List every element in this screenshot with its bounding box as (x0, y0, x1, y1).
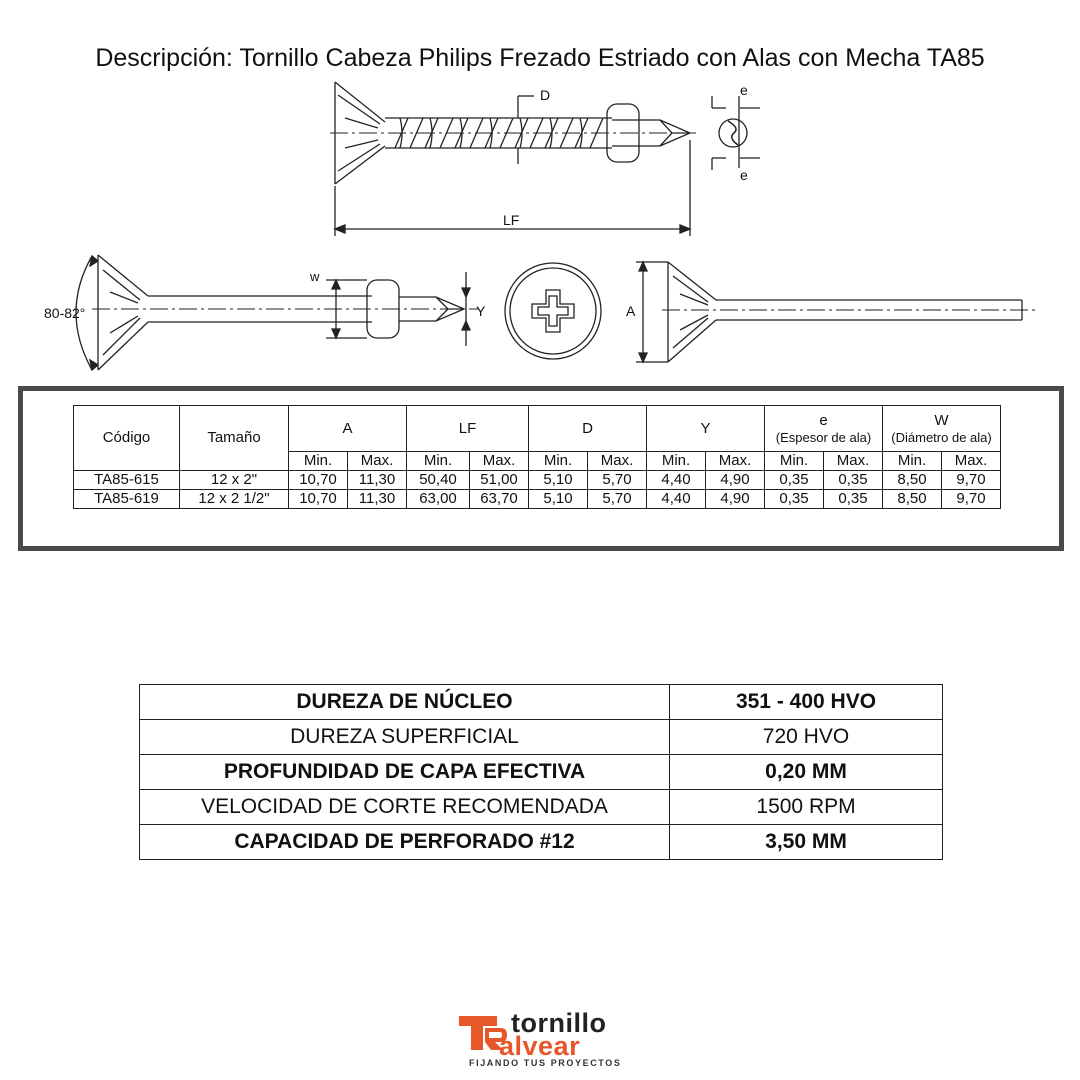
property-key: PROFUNDIDAD DE CAPA EFECTIVA (140, 755, 670, 790)
cell-LF-max: 63,70 (470, 490, 529, 509)
label-D: D (540, 87, 551, 103)
cell-e-max: 0,35 (824, 490, 883, 509)
table-row (74, 490, 1001, 509)
label-e-top: e (740, 82, 748, 98)
property-value: 720 HVO (670, 720, 943, 755)
header-D-max: Max. (588, 452, 647, 471)
cell-tamano: 12 x 2" (180, 471, 289, 490)
property-value: 1500 RPM (670, 790, 943, 825)
cell-D-max: 5,70 (588, 471, 647, 490)
cell-LF-max: 51,00 (470, 471, 529, 490)
cell-e-max: 0,35 (824, 471, 883, 490)
cell-codigo: TA85-615 (74, 471, 180, 490)
header-e-max: Max. (824, 452, 883, 471)
header-e-min: Min. (765, 452, 824, 471)
spec-table (73, 405, 1001, 509)
header-e-label: e (819, 412, 828, 429)
logo-tagline: FIJANDO TUS PROYECTOS (469, 1058, 622, 1068)
logo-word-alvear: alvear (499, 1031, 581, 1061)
header-codigo: Código (74, 406, 180, 471)
side-screw-head (98, 255, 148, 370)
head-top-view (505, 263, 601, 359)
property-row (140, 825, 943, 860)
cell-LF-min: 63,00 (407, 490, 470, 509)
cell-W-max: 9,70 (942, 490, 1001, 509)
header-A: A (289, 406, 407, 452)
cell-D-min: 5,10 (529, 490, 588, 509)
header-tamano: Tamaño (180, 406, 289, 471)
screw-technical-drawing (0, 0, 1080, 390)
header-Y-min: Min. (647, 452, 706, 471)
cell-codigo: TA85-619 (74, 490, 180, 509)
cell-tamano: 12 x 2 1/2" (180, 490, 289, 509)
label-angle: 80-82° (44, 305, 86, 321)
cell-A-min: 10,70 (289, 490, 348, 509)
cell-e-min: 0,35 (765, 471, 824, 490)
header-W-min: Min. (883, 452, 942, 471)
cell-LF-min: 50,40 (407, 471, 470, 490)
header-W-max: Max. (942, 452, 1001, 471)
header-Y: Y (647, 406, 765, 452)
property-value: 3,50 MM (670, 825, 943, 860)
cell-Y-min: 4,40 (647, 471, 706, 490)
header-e (765, 406, 883, 452)
label-w: w (310, 269, 320, 284)
cell-A-max: 11,30 (348, 490, 407, 509)
property-key: DUREZA SUPERFICIAL (140, 720, 670, 755)
property-value: 351 - 400 HVO (670, 685, 943, 720)
cell-Y-min: 4,40 (647, 490, 706, 509)
header-A-min: Min. (289, 452, 348, 471)
brand-logo (455, 1010, 635, 1070)
property-key: VELOCIDAD DE CORTE RECOMENDADA (140, 790, 670, 825)
label-e-bottom: e (740, 167, 748, 183)
cell-e-min: 0,35 (765, 490, 824, 509)
property-row (140, 790, 943, 825)
header-e-sub: (Espesor de ala) (775, 430, 872, 445)
header-W (883, 406, 1001, 452)
header-D-min: Min. (529, 452, 588, 471)
label-LF: LF (503, 212, 520, 228)
property-value: 0,20 MM (670, 755, 943, 790)
table-row (74, 471, 1001, 490)
label-A: A (626, 303, 636, 319)
header-Y-max: Max. (706, 452, 765, 471)
property-row (140, 720, 943, 755)
cell-Y-max: 4,90 (706, 490, 765, 509)
logo-word-tornillo: tornillo (511, 1008, 607, 1038)
header-W-sub: (Diámetro de ala) (891, 430, 992, 445)
cell-Y-max: 4,90 (706, 471, 765, 490)
header-A-max: Max. (348, 452, 407, 471)
property-key: CAPACIDAD DE PERFORADO #12 (140, 825, 670, 860)
cell-W-max: 9,70 (942, 471, 1001, 490)
cell-W-min: 8,50 (883, 471, 942, 490)
property-row (140, 755, 943, 790)
cell-A-max: 11,30 (348, 471, 407, 490)
header-LF-max: Max. (470, 452, 529, 471)
header-LF-min: Min. (407, 452, 470, 471)
cell-W-min: 8,50 (883, 490, 942, 509)
property-row (140, 685, 943, 720)
page-title: Descripción: Tornillo Cabeza Philips Frezado Estriado con Alas con Mecha TA85 (95, 44, 985, 72)
property-key: DUREZA DE NÚCLEO (140, 685, 670, 720)
label-Y: Y (476, 303, 486, 319)
cell-D-min: 5,10 (529, 471, 588, 490)
right-screw-head (668, 262, 716, 362)
header-LF: LF (407, 406, 529, 452)
cell-A-min: 10,70 (289, 471, 348, 490)
header-D: D (529, 406, 647, 452)
header-W-label: W (934, 412, 949, 429)
properties-table (139, 684, 943, 860)
cell-D-max: 5,70 (588, 490, 647, 509)
spec-table-frame (18, 386, 1064, 551)
